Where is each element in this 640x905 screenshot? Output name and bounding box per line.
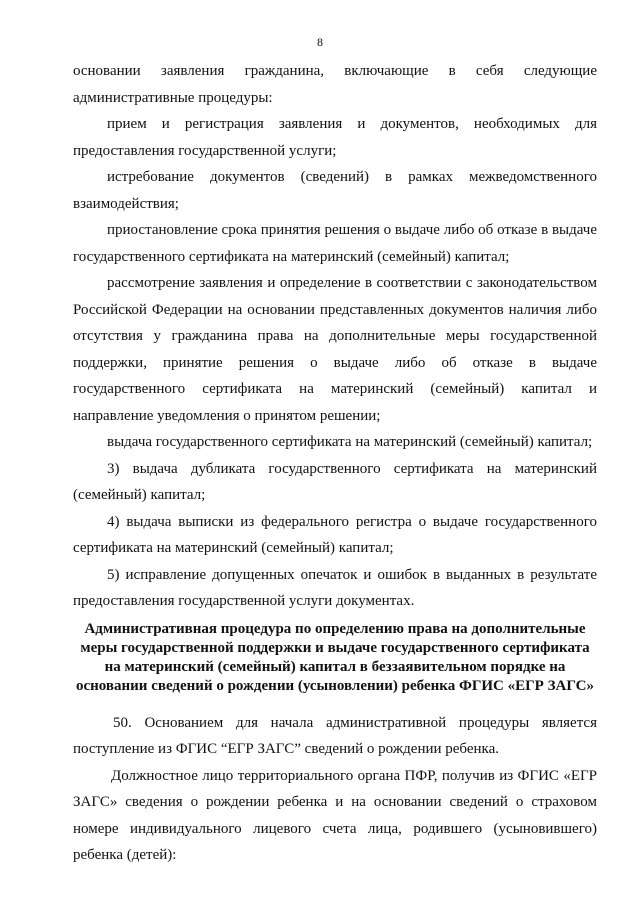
paragraph-registry-extract: 4) выдача выписки из федерального регистра о выдаче государственного сертификата на материнский (семейный) капитал; — [73, 513, 597, 556]
paragraph-duplicate-issue: 3) выдача дубликата государственного сертификата на материнский (семейный) капитал; — [73, 460, 597, 503]
paragraph-certificate-issue: выдача государственного сертификата на материнский (семейный) капитал; — [107, 434, 593, 450]
paragraph-review-decision: рассмотрение заявления и определение в соответствии с законодательством Российской Федерации на основании представленных документов наличия либо отсутствия у гражданина права на дополнительные меры государственной поддержки, принятие решения о выдаче либо об отказе в выдаче государственного сертификата на материнский (семейный) капитал и направление уведомления о принятом решении; — [73, 275, 597, 424]
paragraph-official: Должностное лицо территориального органа ПФР, получив из ФГИС «ЕГР ЗАГС» сведения о рождении ребенка и на основании сведений о страховом номере индивидуального лицевого счета лица, родившего (усыновившего) ребенка (детей): — [73, 767, 597, 863]
section-heading: Административная процедура по определению права на дополнительные меры государственной поддержки и выдаче государственного сертификата на материнский (семейный) капитал в беззаявительном порядке на основании сведений о рождении (усыновлении) ребенка ФГИС «ЕГР ЗАГС» — [75, 620, 595, 694]
paragraph-document-request: истребование документов (сведений) в рамках межведомственного взаимодействия; — [73, 169, 597, 212]
paragraph-suspension: приостановление срока принятия решения о выдаче либо об отказе в выдаче государственного сертификата на материнский (семейный) капитал; — [73, 222, 597, 265]
paragraph-error-correction: 5) исправление допущенных опечаток и ошибок в выданных в результате предоставления государственной услуги документах. — [73, 566, 597, 609]
paragraph-reception-registration: прием и регистрация заявления и документов, необходимых для предоставления государственной услуги; — [73, 116, 597, 159]
document-body — [73, 58, 597, 869]
page-number: 8 — [317, 35, 323, 49]
paragraph-continuation: основании заявления гражданина, включающие в себя следующие административные процедуры: — [73, 63, 597, 106]
paragraph-50: 50. Основанием для начала административной процедуры является поступление из ФГИС “ЕГР ЗАГС” сведений о рождении ребенка. — [73, 714, 597, 757]
